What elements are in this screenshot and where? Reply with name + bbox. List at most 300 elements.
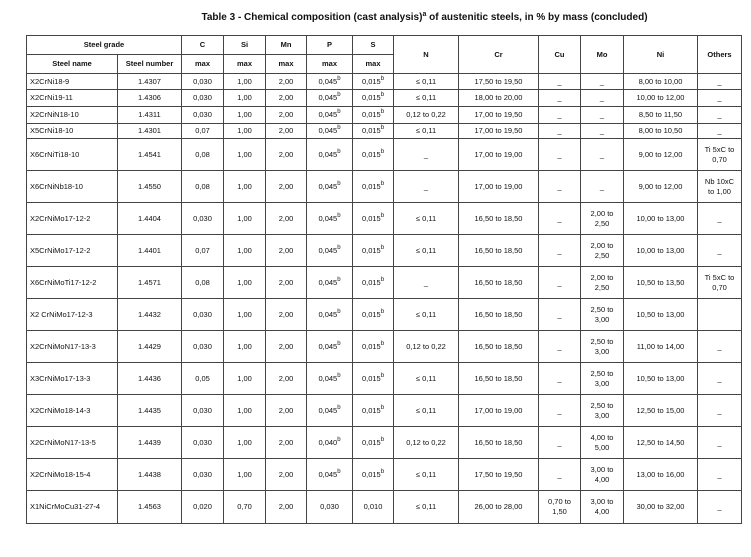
cell-p bbox=[307, 363, 353, 395]
cell-ni bbox=[624, 235, 698, 267]
cell-ni-value: 10,50 to 13,00 bbox=[636, 309, 685, 319]
cell-c-value: 0,07 bbox=[195, 245, 210, 255]
table-row bbox=[27, 363, 742, 395]
header-ni: Ni bbox=[624, 36, 698, 74]
table-row bbox=[27, 74, 742, 90]
cell-p-value: 0,045 bbox=[318, 405, 338, 415]
header-s: S bbox=[353, 36, 394, 55]
footnote-b: b bbox=[380, 340, 385, 347]
cell-mo bbox=[581, 90, 624, 107]
cell-s bbox=[353, 491, 394, 524]
cell-c bbox=[182, 395, 224, 427]
cell-mo-value-line2: 2,50 bbox=[594, 282, 610, 292]
cell-si-value: 1,00 bbox=[237, 149, 252, 159]
cell-cu-value: _ bbox=[557, 373, 562, 383]
cell-p bbox=[307, 107, 353, 124]
cell-n bbox=[394, 235, 459, 267]
cell-others-value: _ bbox=[717, 213, 722, 223]
cell-si bbox=[224, 107, 266, 124]
cell-s-value: 0,015 bbox=[361, 405, 381, 415]
header-n: N bbox=[394, 36, 459, 74]
cell-mo bbox=[581, 139, 624, 171]
cell-si bbox=[224, 459, 266, 491]
cell-cr bbox=[459, 459, 539, 491]
cell-mo-value: 2,00 to bbox=[590, 240, 614, 250]
table-title bbox=[0, 12, 751, 23]
header-si: Si bbox=[224, 36, 266, 55]
cell-mo bbox=[581, 203, 624, 235]
cell-mo-value-line2: 2,50 bbox=[594, 250, 610, 260]
cell-mo-value: 2,50 to bbox=[590, 368, 614, 378]
cell-number-value: 1.4301 bbox=[138, 126, 161, 135]
cell-name bbox=[27, 74, 118, 90]
cell-others-value: _ bbox=[717, 110, 722, 119]
cell-others-value: Ti 5xC to bbox=[704, 144, 735, 154]
cell-p bbox=[307, 299, 353, 331]
cell-others bbox=[698, 395, 742, 427]
cell-s bbox=[353, 235, 394, 267]
cell-si-value: 1,00 bbox=[237, 126, 252, 135]
cell-s bbox=[353, 74, 394, 90]
cell-cr-value: 17,50 to 19,50 bbox=[474, 76, 523, 86]
cell-others-value: _ bbox=[717, 341, 722, 351]
cell-n bbox=[394, 331, 459, 363]
header-cu: Cu bbox=[539, 36, 581, 74]
cell-ni-value: 13,00 to 16,00 bbox=[636, 469, 685, 479]
cell-c-value: 0,030 bbox=[193, 469, 212, 479]
footnote-b: b bbox=[380, 75, 385, 82]
cell-ni bbox=[624, 74, 698, 90]
cell-number bbox=[118, 124, 182, 139]
cell-s-value: 0,010 bbox=[363, 502, 383, 511]
cell-c-value: 0,05 bbox=[195, 373, 210, 383]
cell-mo bbox=[581, 459, 624, 491]
cell-cr bbox=[459, 491, 539, 524]
cell-ni bbox=[624, 395, 698, 427]
cell-c bbox=[182, 331, 224, 363]
cell-number-value: 1.4435 bbox=[138, 405, 161, 415]
cell-n-value: _ bbox=[423, 149, 429, 159]
cell-ni-value: 10,00 to 13,00 bbox=[636, 213, 685, 223]
cell-n bbox=[394, 395, 459, 427]
cell-c-value: 0,030 bbox=[193, 309, 212, 319]
cell-c-value: 0,08 bbox=[195, 149, 210, 159]
cell-number bbox=[118, 459, 182, 491]
cell-mn bbox=[266, 395, 307, 427]
cell-mn-value: 2,00 bbox=[278, 110, 294, 119]
cell-c-value: 0,030 bbox=[193, 405, 212, 415]
cell-mo-value-line2: 2,50 bbox=[594, 218, 610, 228]
cell-ni-value: 8,50 to 11,50 bbox=[638, 110, 683, 119]
cell-number bbox=[118, 267, 182, 299]
cell-ni-value: 10,00 to 13,00 bbox=[636, 245, 685, 255]
cell-others bbox=[698, 171, 742, 203]
cell-c-value: 0,08 bbox=[195, 181, 210, 191]
cell-name bbox=[27, 267, 118, 299]
footnote-b: b bbox=[380, 244, 385, 251]
table-row bbox=[27, 331, 742, 363]
cell-cr bbox=[459, 427, 539, 459]
cell-s-value: 0,015 bbox=[361, 373, 381, 383]
cell-name-value: X2CrNiN18-10 bbox=[30, 110, 79, 119]
cell-n-value: _ bbox=[423, 181, 429, 191]
cell-si-value: 1,00 bbox=[237, 437, 252, 447]
cell-si-value: 1,00 bbox=[237, 245, 252, 255]
footnote-b: b bbox=[337, 148, 341, 155]
table-row bbox=[27, 427, 742, 459]
cell-others-value-line2: 0,70 bbox=[712, 282, 727, 292]
cell-name-value: X2CrNi18-9 bbox=[30, 76, 70, 86]
cell-mo-value-line2: 4,00 bbox=[594, 507, 610, 516]
cell-cu-value: _ bbox=[557, 437, 562, 447]
cell-number bbox=[118, 299, 182, 331]
cell-c-value: 0,030 bbox=[193, 437, 212, 447]
cell-cu-value: _ bbox=[557, 126, 562, 135]
cell-s bbox=[353, 171, 394, 203]
cell-c-value: 0,030 bbox=[193, 110, 212, 119]
cell-mn bbox=[266, 267, 307, 299]
cell-name bbox=[27, 124, 118, 139]
cell-mo-value-line2: 3,00 bbox=[594, 314, 610, 324]
cell-name-value: X5CrNiMo17-12-2 bbox=[30, 245, 91, 255]
cell-mo bbox=[581, 491, 624, 524]
cell-number-value: 1.4550 bbox=[138, 181, 161, 191]
cell-cu bbox=[539, 395, 581, 427]
cell-cu-value: _ bbox=[557, 213, 562, 223]
table-row bbox=[27, 267, 742, 299]
cell-name-value: X2CrNiMo18-14-3 bbox=[30, 405, 91, 415]
cell-others bbox=[698, 459, 742, 491]
cell-name-value: X2CrNiMo17-12-2 bbox=[30, 213, 91, 223]
header-mn: Mn bbox=[266, 36, 307, 55]
header-mo: Mo bbox=[581, 36, 624, 74]
cell-p bbox=[307, 171, 353, 203]
cell-ni bbox=[624, 107, 698, 124]
cell-others bbox=[698, 107, 742, 124]
cell-n-value: 0,12 to 0,22 bbox=[406, 437, 446, 447]
table-row bbox=[27, 171, 742, 203]
cell-others bbox=[698, 139, 742, 171]
cell-mo bbox=[581, 171, 624, 203]
cell-cr-value: 16,50 to 18,50 bbox=[474, 213, 523, 223]
cell-n-value: ≤ 0,11 bbox=[415, 213, 437, 223]
cell-s-value: 0,015 bbox=[361, 437, 381, 447]
cell-others bbox=[698, 427, 742, 459]
cell-mn-value: 2,00 bbox=[278, 341, 294, 351]
cell-si-value: 1,00 bbox=[237, 213, 252, 223]
cell-number bbox=[118, 427, 182, 459]
cell-mo-value: 2,50 to bbox=[590, 400, 614, 410]
cell-others-value-line2: 0,70 bbox=[712, 154, 727, 164]
cell-others-value: _ bbox=[717, 469, 722, 479]
cell-p-value: 0,040 bbox=[318, 437, 338, 447]
cell-cr-value: 16,50 to 18,50 bbox=[474, 341, 523, 351]
cell-cu-value: _ bbox=[557, 245, 562, 255]
cell-cu bbox=[539, 124, 581, 139]
cell-mn bbox=[266, 90, 307, 107]
cell-mn bbox=[266, 171, 307, 203]
cell-mn-value: 2,00 bbox=[278, 213, 294, 223]
cell-cr bbox=[459, 90, 539, 107]
cell-s bbox=[353, 139, 394, 171]
cell-ni bbox=[624, 203, 698, 235]
cell-others bbox=[698, 235, 742, 267]
cell-cr-value: 16,50 to 18,50 bbox=[474, 437, 523, 447]
cell-ni bbox=[624, 171, 698, 203]
cell-number-value: 1.4439 bbox=[138, 437, 161, 447]
cell-p-value: 0,045 bbox=[318, 469, 338, 479]
cell-s bbox=[353, 395, 394, 427]
cell-si-value: 1,00 bbox=[237, 341, 252, 351]
cell-cr bbox=[459, 395, 539, 427]
cell-cr-value: 17,00 to 19,00 bbox=[474, 149, 523, 159]
cell-s-value: 0,015 bbox=[361, 181, 381, 191]
footnote-b: b bbox=[337, 212, 341, 219]
cell-si bbox=[224, 299, 266, 331]
cell-mn-value: 2,00 bbox=[278, 245, 294, 255]
cell-cr-value: 17,00 to 19,00 bbox=[474, 181, 523, 191]
cell-cu-value: _ bbox=[557, 181, 562, 191]
cell-number-value: 1.4311 bbox=[138, 110, 161, 119]
cell-si-value: 1,00 bbox=[237, 110, 252, 119]
cell-n bbox=[394, 299, 459, 331]
cell-mo-value: 3,00 to bbox=[590, 497, 614, 506]
header-steel-number: Steel number bbox=[118, 55, 182, 74]
cell-number bbox=[118, 363, 182, 395]
footnote-b: b bbox=[337, 468, 341, 475]
cell-ni-value: 9,00 to 12,00 bbox=[638, 181, 683, 191]
cell-n bbox=[394, 107, 459, 124]
table-row bbox=[27, 139, 742, 171]
cell-c bbox=[182, 171, 224, 203]
footnote-b: b bbox=[380, 212, 385, 219]
cell-p-value: 0,045 bbox=[318, 213, 338, 223]
cell-cr bbox=[459, 363, 539, 395]
cell-mn bbox=[266, 203, 307, 235]
footnote-b: b bbox=[337, 308, 341, 315]
header-c: C bbox=[182, 36, 224, 55]
cell-c bbox=[182, 363, 224, 395]
cell-c-value: 0,030 bbox=[193, 341, 212, 351]
cell-mo-value: 2,00 to bbox=[590, 208, 614, 218]
cell-c bbox=[182, 90, 224, 107]
cell-p bbox=[307, 74, 353, 90]
cell-mo bbox=[581, 427, 624, 459]
cell-mn-value: 2,00 bbox=[278, 309, 294, 319]
cell-others-value: _ bbox=[717, 437, 722, 447]
cell-c bbox=[182, 427, 224, 459]
cell-cu bbox=[539, 331, 581, 363]
cell-mn-value: 2,00 bbox=[278, 76, 294, 86]
cell-mo-value: _ bbox=[599, 110, 605, 119]
cell-mn-value: 2,00 bbox=[278, 149, 294, 159]
header-max-mn: max bbox=[266, 55, 307, 74]
cell-s bbox=[353, 90, 394, 107]
cell-mn bbox=[266, 363, 307, 395]
title-main: Table 3 - Chemical composition (cast analysis) bbox=[201, 12, 423, 23]
cell-s-value: 0,015 bbox=[361, 309, 381, 319]
cell-n-value: ≤ 0,11 bbox=[415, 373, 437, 383]
cell-p bbox=[307, 459, 353, 491]
cell-p bbox=[307, 491, 353, 524]
cell-others bbox=[698, 74, 742, 90]
cell-mn bbox=[266, 107, 307, 124]
cell-cu-value: _ bbox=[557, 469, 562, 479]
table-row bbox=[27, 459, 742, 491]
cell-ni-value: 12,50 to 15,00 bbox=[636, 405, 685, 415]
header-steel-name: Steel name bbox=[27, 55, 118, 74]
footnote-b: b bbox=[337, 125, 341, 131]
cell-c bbox=[182, 203, 224, 235]
cell-cu bbox=[539, 107, 581, 124]
cell-others bbox=[698, 267, 742, 299]
cell-mo-value: _ bbox=[599, 93, 605, 102]
footnote-b: b bbox=[337, 436, 341, 443]
footnote-b: b bbox=[380, 372, 385, 379]
cell-others-value-line2: to 1,00 bbox=[708, 186, 731, 196]
cell-ni-value: 30,00 to 32,00 bbox=[636, 502, 685, 511]
cell-p bbox=[307, 203, 353, 235]
cell-n bbox=[394, 459, 459, 491]
cell-p-value: 0,030 bbox=[320, 502, 339, 511]
cell-c bbox=[182, 299, 224, 331]
cell-others bbox=[698, 124, 742, 139]
table-row bbox=[27, 299, 742, 331]
cell-ni bbox=[624, 90, 698, 107]
cell-name-value: X2CrNiMoN17-13-5 bbox=[30, 437, 96, 447]
cell-s-value: 0,015 bbox=[361, 277, 381, 287]
cell-s bbox=[353, 459, 394, 491]
cell-n-value: ≤ 0,11 bbox=[415, 469, 437, 479]
cell-cu-value: _ bbox=[557, 110, 562, 119]
cell-mo bbox=[581, 124, 624, 139]
cell-c bbox=[182, 107, 224, 124]
cell-c-value: 0,08 bbox=[195, 277, 210, 287]
cell-mo-value-line2: 3,00 bbox=[594, 410, 610, 420]
cell-name bbox=[27, 90, 118, 107]
cell-c-value: 0,020 bbox=[193, 502, 212, 511]
cell-mn bbox=[266, 427, 307, 459]
cell-number-value: 1.4306 bbox=[138, 93, 161, 102]
cell-s-value: 0,015 bbox=[361, 93, 381, 102]
cell-s-value: 0,015 bbox=[361, 110, 381, 119]
cell-ni bbox=[624, 459, 698, 491]
cell-ni-value: 10,50 to 13,00 bbox=[636, 373, 685, 383]
cell-s-value: 0,015 bbox=[361, 126, 381, 135]
cell-n bbox=[394, 427, 459, 459]
cell-si-value: 1,00 bbox=[237, 309, 252, 319]
cell-ni bbox=[624, 331, 698, 363]
cell-n bbox=[394, 491, 459, 524]
cell-name-value: X5CrNi18-10 bbox=[30, 126, 74, 135]
cell-si bbox=[224, 74, 266, 90]
cell-cu bbox=[539, 267, 581, 299]
cell-number bbox=[118, 203, 182, 235]
cell-number bbox=[118, 139, 182, 171]
cell-si bbox=[224, 139, 266, 171]
cell-others-value: _ bbox=[717, 76, 722, 86]
cell-cr-value: 16,50 to 18,50 bbox=[474, 277, 523, 287]
cell-s-value: 0,015 bbox=[361, 213, 381, 223]
cell-p-value: 0,045 bbox=[318, 341, 338, 351]
cell-n-value: ≤ 0,11 bbox=[415, 76, 437, 86]
cell-n bbox=[394, 171, 459, 203]
cell-ni-value: 8,00 to 10,00 bbox=[638, 76, 683, 86]
cell-number-value: 1.4436 bbox=[138, 373, 161, 383]
cell-n bbox=[394, 74, 459, 90]
header-steel-grade: Steel grade bbox=[27, 36, 182, 55]
cell-cu-value: 0,70 to bbox=[548, 497, 571, 506]
cell-si bbox=[224, 267, 266, 299]
header-max-p: max bbox=[307, 55, 353, 74]
cell-p-value: 0,045 bbox=[318, 309, 338, 319]
cell-p-value: 0,045 bbox=[318, 373, 338, 383]
cell-mo-value: _ bbox=[599, 126, 605, 135]
title-footnote-a: a bbox=[422, 11, 427, 18]
cell-mo-value-line2: 3,00 bbox=[594, 378, 610, 388]
cell-name bbox=[27, 331, 118, 363]
cell-mo bbox=[581, 107, 624, 124]
cell-number-value: 1.4401 bbox=[138, 245, 161, 255]
cell-number bbox=[118, 74, 182, 90]
cell-cu bbox=[539, 491, 581, 524]
cell-mn-value: 2,00 bbox=[278, 405, 294, 415]
cell-n-value: ≤ 0,11 bbox=[415, 502, 437, 511]
cell-c bbox=[182, 459, 224, 491]
cell-cr bbox=[459, 107, 539, 124]
cell-p-value: 0,045 bbox=[318, 149, 338, 159]
cell-si bbox=[224, 90, 266, 107]
cell-mo bbox=[581, 395, 624, 427]
cell-mn-value: 2,00 bbox=[278, 93, 294, 102]
cell-name bbox=[27, 363, 118, 395]
cell-c bbox=[182, 74, 224, 90]
cell-name bbox=[27, 299, 118, 331]
cell-si-value: 1,00 bbox=[237, 93, 252, 102]
table-row bbox=[27, 107, 742, 124]
footnote-b: b bbox=[380, 468, 385, 475]
cell-s bbox=[353, 331, 394, 363]
cell-s-value: 0,015 bbox=[361, 149, 381, 159]
cell-si bbox=[224, 203, 266, 235]
cell-name-value: X2CrNiMoN17-13-3 bbox=[30, 341, 96, 351]
cell-cu bbox=[539, 427, 581, 459]
cell-c-value: 0,030 bbox=[193, 93, 212, 102]
cell-ni bbox=[624, 124, 698, 139]
cell-n-value: 0,12 to 0,22 bbox=[406, 341, 446, 351]
cell-mo bbox=[581, 267, 624, 299]
cell-name bbox=[27, 235, 118, 267]
cell-n bbox=[394, 203, 459, 235]
cell-cr-value: 18,00 to 20,00 bbox=[474, 93, 523, 102]
cell-n bbox=[394, 139, 459, 171]
cell-s-value: 0,015 bbox=[361, 76, 381, 86]
table-row bbox=[27, 203, 742, 235]
cell-number-value: 1.4404 bbox=[138, 213, 161, 223]
cell-si bbox=[224, 395, 266, 427]
cell-c bbox=[182, 267, 224, 299]
cell-p bbox=[307, 235, 353, 267]
cell-cr bbox=[459, 299, 539, 331]
header-max-s: max bbox=[353, 55, 394, 74]
cell-mo bbox=[581, 363, 624, 395]
footnote-b: b bbox=[337, 244, 341, 251]
footnote-b: b bbox=[337, 372, 341, 379]
cell-others bbox=[698, 491, 742, 524]
cell-mn-value: 2,00 bbox=[278, 437, 294, 447]
cell-c bbox=[182, 491, 224, 524]
cell-number bbox=[118, 235, 182, 267]
